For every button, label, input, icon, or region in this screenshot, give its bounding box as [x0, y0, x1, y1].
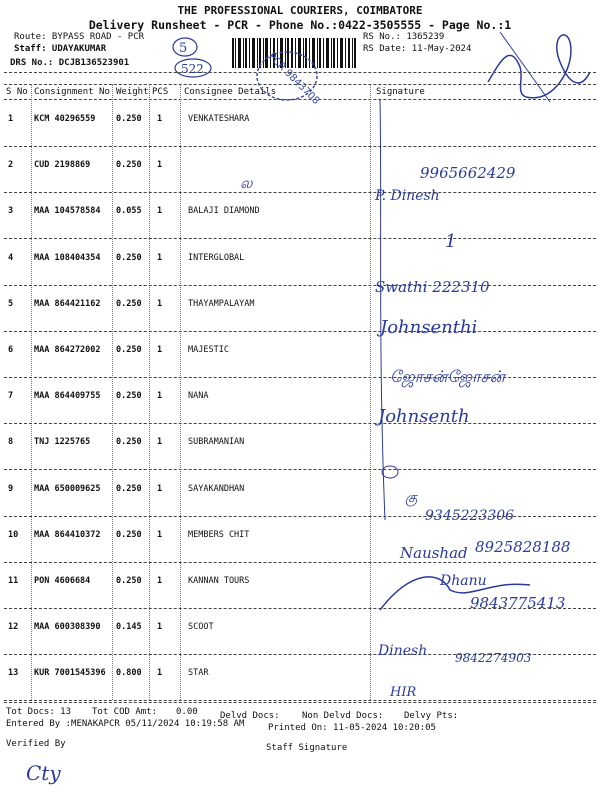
row-weight: 0.800 — [116, 668, 142, 678]
row-consignment: TNJ 1225765 — [34, 437, 91, 447]
row-consignment: MAA 864421162 — [34, 299, 101, 309]
stamp-round-text: PCR 9843708 — [265, 51, 322, 107]
row-sno: 8 — [8, 437, 14, 447]
row-weight: 0.250 — [116, 253, 142, 263]
row-consignment: MAA 104578584 — [34, 206, 101, 216]
row11-sig: Dhanu — [440, 573, 487, 589]
row-consignment: MAA 864409755 — [34, 391, 101, 401]
rs-date: RS Date: 11-May-2024 — [363, 44, 472, 54]
row-sno: 11 — [8, 576, 19, 586]
row-consignee: THAYAMPALAYAM — [188, 299, 255, 309]
verified-by: Verified By — [6, 739, 66, 749]
row6-sig: ஜோசன்ஜோசன் — [390, 367, 505, 386]
col-consignment: Consignment No — [34, 87, 110, 97]
row-sno: 13 — [8, 668, 19, 678]
row-pcs: 1 — [157, 206, 163, 216]
col-pcs: PCS — [152, 87, 169, 97]
runsheet-subtitle: Delivery Runsheet - PCR - Phone No.:0422-3505555 - Page No.:1 — [88, 18, 512, 32]
staff-signature-label: Staff Signature — [266, 743, 348, 753]
route-label: Route: BYPASS ROAD - PCR — [14, 32, 145, 42]
row-weight: 0.250 — [116, 160, 142, 170]
row-weight: 0.250 — [116, 484, 142, 494]
row-weight: 0.250 — [116, 114, 142, 124]
row-pcs: 1 — [157, 530, 163, 540]
col-weight: Weight — [116, 87, 149, 97]
row-sno: 4 — [8, 253, 14, 263]
row-consignee: SAYAKANDHAN — [188, 484, 245, 494]
row-sno: 7 — [8, 391, 14, 401]
row-sno: 2 — [8, 160, 14, 170]
row11-phone: 9843775413 — [470, 594, 566, 612]
verified-signature — [20, 752, 90, 792]
stamp-top-text: 5 — [179, 41, 188, 56]
row-pcs: 1 — [157, 437, 163, 447]
row-consignment: MAA 108404354 — [34, 253, 101, 263]
printed-on: Printed On: 11-05-2024 10:20:05 — [268, 723, 436, 733]
row-pcs: 1 — [157, 345, 163, 355]
col-sno: S No — [6, 87, 28, 97]
row-weight: 0.250 — [116, 530, 142, 540]
row9-phone: 9345223306 — [425, 508, 515, 524]
row12-phone: 9842274903 — [455, 651, 532, 665]
row-pcs: 1 — [157, 114, 163, 124]
row9-mark: கு — [405, 490, 418, 506]
delvd-docs: Delvd Docs: — [220, 711, 280, 721]
row7-sig: Johnsenth — [378, 406, 470, 427]
tot-cod-label: Tot COD Amt: — [92, 707, 158, 717]
row-consignee: KANNAN TOURS — [188, 576, 250, 586]
row-consignee: INTERGLOBAL — [188, 253, 245, 263]
row-consignee: SCOOT — [188, 622, 214, 632]
row-pcs: 1 — [157, 160, 163, 170]
entered-by: Entered By :MENAKAPCR 05/11/2024 10:19:58 AM — [6, 719, 245, 729]
row-sno: 3 — [8, 206, 14, 216]
row-consignment: MAA 864272002 — [34, 345, 101, 355]
row-pcs: 1 — [157, 484, 163, 494]
row-weight: 0.250 — [116, 437, 142, 447]
signature-area — [230, 100, 600, 700]
row-sno: 1 — [8, 114, 14, 124]
row2-mark: ல — [240, 174, 253, 192]
row10-phone: 8925828188 — [475, 538, 571, 556]
rs-number: RS No.: 1365239 — [363, 32, 445, 42]
row-pcs: 1 — [157, 622, 163, 632]
row-sno: 5 — [8, 299, 14, 309]
circled-page-number — [165, 36, 225, 81]
row-weight: 0.145 — [116, 622, 142, 632]
row2-name: P. Dinesh — [375, 188, 440, 204]
row-sno: 12 — [8, 622, 19, 632]
row-consignee: MEMBERS CHIT — [188, 530, 250, 540]
row-consignment: MAA 600308390 — [34, 622, 101, 632]
row5-sig: Johnsenthi — [380, 317, 478, 338]
delvy-pts: Delvy Pts: — [404, 711, 459, 721]
row-weight: 0.250 — [116, 391, 142, 401]
row2-phone: 9965662429 — [420, 164, 516, 182]
row-weight: 0.055 — [116, 206, 142, 216]
non-delvd-docs: Non Delvd Docs: — [302, 711, 384, 721]
row-consignee: BALAJI DIAMOND — [188, 206, 260, 216]
tot-cod-value: 0.00 — [176, 707, 198, 717]
row-consignment: CUD 2198869 — [34, 160, 91, 170]
row-sno: 9 — [8, 484, 14, 494]
row-pcs: 1 — [157, 299, 163, 309]
tot-docs: Tot Docs: 13 — [6, 707, 72, 717]
row4-mark: 1 — [445, 231, 457, 252]
row-consignment: MAA 650009625 — [34, 484, 101, 494]
row-consignment: PON 4606684 — [34, 576, 91, 586]
stamp-number-text: 522 — [181, 62, 204, 76]
company-title: THE PROFESSIONAL COURIERS, COIMBATORE — [177, 4, 423, 17]
row-pcs: 1 — [157, 391, 163, 401]
row-consignment: KUR 7001545396 — [34, 668, 106, 678]
col-signature: Signature — [376, 87, 425, 97]
row-consignee: STAR — [188, 668, 209, 678]
row-pcs: 1 — [157, 668, 163, 678]
row-weight: 0.250 — [116, 299, 142, 309]
row-sno: 10 — [8, 530, 19, 540]
row-separator — [4, 700, 596, 701]
row-consignee: NANA — [188, 391, 209, 401]
row4-sig: Swathi 222310 — [375, 278, 490, 296]
row-weight: 0.250 — [116, 345, 142, 355]
row-consignee: SUBRAMANIAN — [188, 437, 245, 447]
row13-sig: HIR — [390, 685, 417, 700]
row12-sig: Dinesh — [378, 643, 428, 659]
verified-sig-text: Cty — [26, 761, 61, 785]
row-pcs: 1 — [157, 253, 163, 263]
row-weight: 0.250 — [116, 576, 142, 586]
row10-sig: Naushad — [400, 544, 468, 562]
row-sno: 6 — [8, 345, 14, 355]
col-consignee: Consignee Details — [184, 87, 277, 97]
row-consignment: MAA 864410372 — [34, 530, 101, 540]
row-pcs: 1 — [157, 576, 163, 586]
row-consignee: VENKATESHARA — [188, 114, 250, 124]
row-consignment: KCM 40296559 — [34, 114, 96, 124]
drs-number: DRS No.: DCJB136523901 — [10, 58, 130, 68]
row-consignee: MAJESTIC — [188, 345, 229, 355]
staff-label: Staff: UDAYAKUMAR — [14, 44, 107, 54]
